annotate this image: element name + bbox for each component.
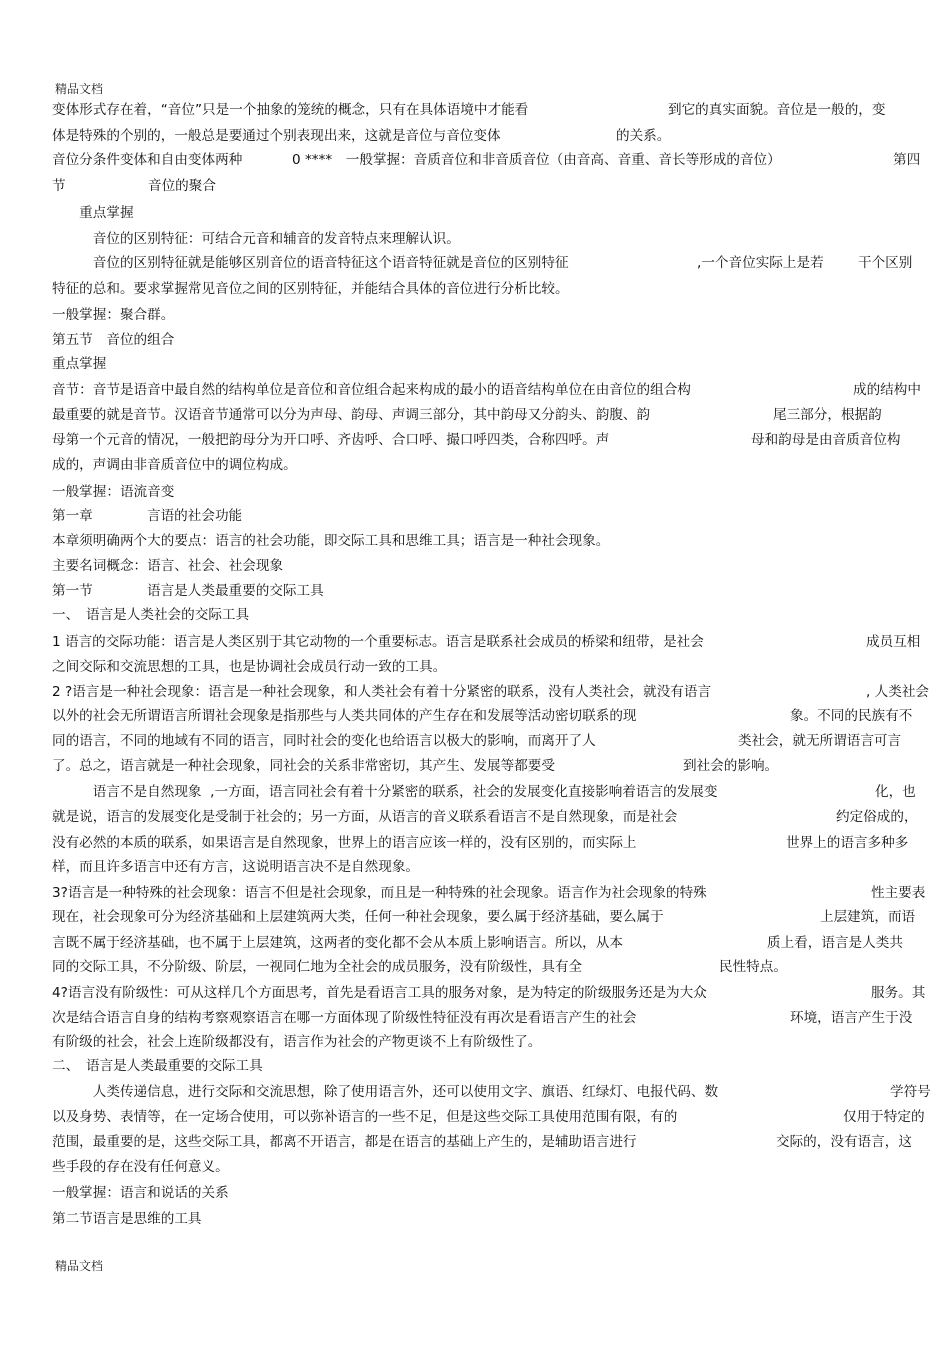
text-line xyxy=(52,933,903,953)
line-text: 4?语言没有阶级性：可从这样几个方面思考，首先是看语言工具的服务对象，是为特定的阶级服务还是为大众 xyxy=(52,985,707,1001)
line-text-continued: 环境，语言产生于没 xyxy=(790,1010,913,1026)
text-line xyxy=(52,731,902,751)
line-text: 节 xyxy=(52,178,66,194)
footer-watermark: 精品文档 xyxy=(55,1259,104,1273)
text-line xyxy=(52,506,243,526)
text-line xyxy=(52,706,913,726)
text-line xyxy=(52,176,216,196)
text-line xyxy=(52,1082,931,1102)
text-line xyxy=(52,126,671,146)
line-text-continued: 民性特点。 xyxy=(719,959,787,975)
text-line xyxy=(52,305,174,325)
text-line xyxy=(52,253,913,273)
line-text: 些手段的存在没有任何意义。 xyxy=(52,1159,229,1175)
line-text-continued: 成的结构中 xyxy=(853,382,921,398)
text-line xyxy=(52,807,918,827)
text-line xyxy=(52,1157,229,1177)
line-text: 第一节 xyxy=(52,583,93,599)
text-line xyxy=(52,1183,229,1203)
text-line xyxy=(52,907,916,927)
text-line xyxy=(52,1032,541,1052)
line-text: 就是说，语言的发展变化是受制于社会的；另一方面，从语言的音义联系看语言不是自然现象，而是社会 xyxy=(52,809,678,825)
text-line xyxy=(52,632,921,652)
line-text: 语言不是自然现象 ,一方面，语言同社会有着十分紧密的联系，社会的发展变化直接影响着语言的发展变 xyxy=(52,784,718,800)
line-text: 一、 语言是人类社会的交际工具 xyxy=(52,607,250,623)
line-text: 3?语言是一种特殊的社会现象：语言不但是社会现象，而且是一种特殊的社会现象。语言作为社会现象的特殊 xyxy=(52,885,707,901)
text-line xyxy=(52,857,419,877)
text-line xyxy=(52,581,324,601)
line-text-continued: 化，也 xyxy=(875,784,916,800)
line-text: 人类传递信息，进行交际和交流思想，除了使用语言外，还可以使用文字、旗语、红绿灯、电报代码、数 xyxy=(52,1084,719,1100)
line-text-continued: 上层建筑，而语 xyxy=(820,909,916,925)
line-text-continued: 仅用于特定的 xyxy=(843,1109,925,1125)
line-text: 2 ?语言是一种社会现象：语言是一种社会现象，和人类社会有着十分紧密的联系，没有人类社会，就没有语言 xyxy=(52,684,712,700)
text-line xyxy=(52,782,916,802)
text-line xyxy=(52,1132,912,1152)
line-text-continued: 服务。其 xyxy=(871,985,926,1001)
line-text-continued: 第四 xyxy=(893,152,921,168)
text-line xyxy=(52,682,930,702)
line-text-continued: 母和韵母是由音质音位构 xyxy=(751,432,901,448)
text-line xyxy=(52,1107,925,1127)
line-text-continued: 学符号 xyxy=(890,1084,931,1100)
line-text-continued: 音位的聚合 xyxy=(148,178,216,194)
text-line xyxy=(52,229,460,249)
line-text: 1 语言的交际功能：语言是人类区别于其它动物的一个重要标志。语言是联系社会成员的桥梁和纽带，是社会 xyxy=(52,634,704,650)
line-text: 重点掌握 xyxy=(52,205,134,221)
text-line xyxy=(52,657,446,677)
text-line xyxy=(52,203,134,223)
line-text: 主要名词概念：语言、社会、社会现象 xyxy=(52,558,284,574)
line-text: 现在，社会现象可分为经济基础和上层建筑两大类，任何一种社会现象，要么属于经济基础，要么属于 xyxy=(52,909,664,925)
line-text: 本章须明确两个大的要点：语言的社会功能，即交际工具和思维工具；语言是一种社会现象。 xyxy=(52,533,610,549)
text-line xyxy=(52,983,926,1003)
line-text: 第五节 音位的组合 xyxy=(52,332,175,348)
line-text: 音节：音节是语音中最自然的结构单位是音位和音位组合起来构成的最小的语音结构单位在由音位的组合构 xyxy=(52,382,691,398)
text-line xyxy=(52,531,609,551)
line-text: 一般掌握：聚合群。 xyxy=(52,307,175,323)
line-text: 以外的社会无所谓语言所谓社会现象是指那些与人类共同体的产生存在和发展等活动密切联系的现 xyxy=(52,708,637,724)
line-text: 范围，最重要的是，这些交际工具，都离不开语言，都是在语言的基础上产生的，是辅助语言进行 xyxy=(52,1134,637,1150)
text-line xyxy=(52,883,926,903)
line-text-continued: 质上看，语言是人类共 xyxy=(767,935,903,951)
text-line xyxy=(52,380,921,400)
line-text: 音位的区别特征就是能够区别音位的语音特征这个语音特征就是音位的区别特征 xyxy=(52,255,569,271)
line-text-continued: 性主要表 xyxy=(871,885,926,901)
line-text-continued: 干个区别 xyxy=(858,255,913,271)
text-line xyxy=(52,150,921,170)
text-line xyxy=(52,833,909,853)
line-text: 音位的区别特征：可结合元音和辅音的发音特点来理解认识。 xyxy=(52,231,460,247)
line-text: 第一章 xyxy=(52,508,93,524)
line-text: 体是特殊的个别的，一般总是要通过个别表现出来，这就是音位与音位变体 xyxy=(52,128,501,144)
line-text-continued: 到它的真实面貌。音位是一般的，变 xyxy=(668,102,886,118)
text-line xyxy=(52,556,283,576)
line-text-continued: 言语的社会功能 xyxy=(147,508,243,524)
header-watermark: 精品文档 xyxy=(55,82,104,96)
line-text: 之间交际和交流思想的工具，也是协调社会成员行动一致的工具。 xyxy=(52,659,447,675)
text-line xyxy=(52,330,174,350)
text-line xyxy=(52,957,787,977)
text-line xyxy=(52,1056,263,1076)
line-text: 最重要的就是音节。汉语音节通常可以分为声母、韵母、声调三部分，其中韵母又分韵头、韵腹、韵 xyxy=(52,407,651,423)
text-line xyxy=(52,482,174,502)
line-text: 第二节语言是思维的工具 xyxy=(52,1211,202,1227)
line-text-continued: , 人类社会 xyxy=(866,684,930,700)
line-text-continued: 象。不同的民族有不 xyxy=(790,708,913,724)
line-text: 同的交际工具，不分阶级、阶层，一视同仁地为全社会的成员服务，没有阶级性，具有全 xyxy=(52,959,583,975)
line-text-continued: 尾三部分，根据韵 xyxy=(773,407,882,423)
line-text-continued: 0 **** 一般掌握：音质音位和非音质音位（由音高、音重、音长等形成的音位） xyxy=(292,152,781,168)
text-line xyxy=(52,430,901,450)
line-text-continued: 的关系。 xyxy=(616,128,671,144)
line-text: 言既不属于经济基础，也不属于上层建筑，这两者的变化都不会从本质上影响语言。所以，从本 xyxy=(52,935,623,951)
line-text: 有阶级的社会，社会上连阶级都没有，语言作为社会的产物更谈不上有阶级性了。 xyxy=(52,1034,542,1050)
line-text: 特征的总和。要求掌握常见音位之间的区别特征，并能结合具体的音位进行分析比较。 xyxy=(52,281,569,297)
line-text: 母第一个元音的情况，一般把韵母分为开口呼、齐齿呼、合口呼、撮口呼四类，合称四呼。声 xyxy=(52,432,610,448)
text-line xyxy=(52,279,569,299)
line-text: 以及身势、表情等，在一定场合使用，可以弥补语言的一些不足，但是这些交际工具使用范围有限，有的 xyxy=(52,1109,678,1125)
line-text: 变体形式存在着，“音位”只是一个抽象的笼统的概念，只有在具体语境中才能看 xyxy=(52,102,529,118)
line-text: 一般掌握：语流音变 xyxy=(52,484,175,500)
line-text: 音位分条件变体和自由变体两种 xyxy=(52,152,243,168)
line-text-continued: 交际的，没有语言，这 xyxy=(776,1134,912,1150)
text-line xyxy=(52,756,779,776)
line-text-continued: 到社会的影响。 xyxy=(683,758,779,774)
line-text-continued: 类社会，就无所谓语言可言 xyxy=(738,733,902,749)
line-text: 没有必然的本质的联系，如果语言是自然现象，世界上的语言应该一样的，没有区别的，而实际上 xyxy=(52,835,637,851)
line-text-continued: 约定俗成的， xyxy=(836,809,918,825)
line-text: 同的语言，不同的地域有不同的语言，同时社会的变化也给语言以极大的影响，而离开了人 xyxy=(52,733,596,749)
text-line xyxy=(52,1008,913,1028)
line-text: 样，而且许多语言中还有方言，这说明语言决不是自然现象。 xyxy=(52,859,420,875)
text-line xyxy=(52,354,106,374)
text-line xyxy=(52,605,249,625)
line-text: 一般掌握：语言和说话的关系 xyxy=(52,1185,229,1201)
line-text-continued: 语言是人类最重要的交际工具 xyxy=(147,583,324,599)
line-text: 重点掌握 xyxy=(52,356,107,372)
text-line xyxy=(52,455,297,475)
line-text-continued: 成员互相 xyxy=(866,634,921,650)
line-text: 成的，声调由非音质音位中的调位构成。 xyxy=(52,457,297,473)
line-text-continued: ,一个音位实际上是若 xyxy=(697,255,824,271)
line-text: 次是结合语言自身的结构考察观察语言在哪一方面体现了阶级性特征没有再次是看语言产生的社会 xyxy=(52,1010,637,1026)
text-line xyxy=(52,100,886,120)
text-line xyxy=(52,1209,202,1229)
line-text-continued: 世界上的语言多种多 xyxy=(786,835,909,851)
text-line xyxy=(52,405,882,425)
line-text: 二、 语言是人类最重要的交际工具 xyxy=(52,1058,263,1074)
line-text: 了。总之，语言就是一种社会现象，同社会的关系非常密切，其产生、发展等都要受 xyxy=(52,758,555,774)
